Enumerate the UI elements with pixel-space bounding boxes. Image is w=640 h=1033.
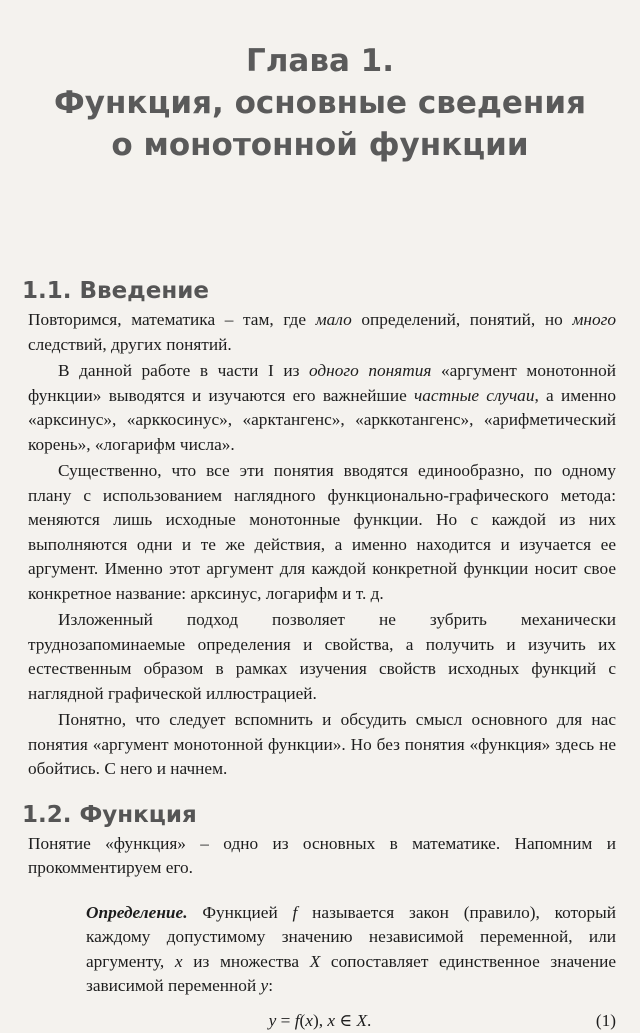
chapter-title-line-2: о монотонной функции — [111, 127, 529, 163]
definition-text: Определение. Функцией f называется закон (правило), который каждому допустимому значению независимой переменной, или аргументу, x из множества X сопоставляет единственное значение зависимой переменной y: — [86, 902, 616, 995]
chapter-number: Глава 1. — [245, 43, 395, 79]
section-heading-introduction: 1.1. Введение — [22, 278, 209, 304]
paragraph: Изложенный подход позволяет не зубрить механически труднозапоминаемые определения и свойства, а получить и изучить их естественным образом в рамках изучения свойств исходных функций с наглядной графической иллюстрацией. — [28, 610, 616, 703]
paragraph: В данной работе в части I из одного понятия «аргумент монотонной функции» выводятся и изучаются его важнейшие частные случаи, а именно «арксинус», «арккосинус», «арктангенс», «арккотангенс», «арифметический корень», «логарифм числа». — [28, 361, 616, 454]
paragraph: Понятие «функция» – одно из основных в математике. Напомним и прокомментируем его. — [28, 833, 616, 877]
equation-number: (1) — [595, 1010, 616, 1030]
paragraph: Повторимся, математика – там, где мало определений, понятий, но много следствий, других понятий. — [28, 310, 617, 354]
paragraph: Существенно, что все эти понятия вводятся единообразно, по одному плану с использованием наглядного функционально-графического метода: меняются лишь исходные монотонные функции. Но с каждой из них выполняются одни и те же действия, а именно находится и изучается ее аргумент. Именно этот аргумент для каждой конкретной функции носит свое конкретное название: арксинус, логарифм и т. д. — [28, 461, 616, 603]
section-function-body — [0, 832, 640, 881]
formula-1 — [0, 1009, 640, 1033]
formula-expression: y = f(x), x ∈ X. — [268, 1010, 372, 1030]
chapter-title-line-1: Функция, основные сведения — [54, 85, 586, 121]
section-introduction-body — [0, 308, 640, 782]
paragraph: Понятно, что следует вспомнить и обсудить смысл основного для нас понятия «аргумент монотонной функции». Но без понятия «функция» здесь не обойтись. С него и начнем. — [28, 710, 616, 778]
definition-block — [0, 901, 640, 999]
definition-label: Определение. — [86, 902, 188, 922]
chapter-title — [0, 0, 640, 166]
section-heading-function: 1.2. Функция — [22, 801, 197, 828]
